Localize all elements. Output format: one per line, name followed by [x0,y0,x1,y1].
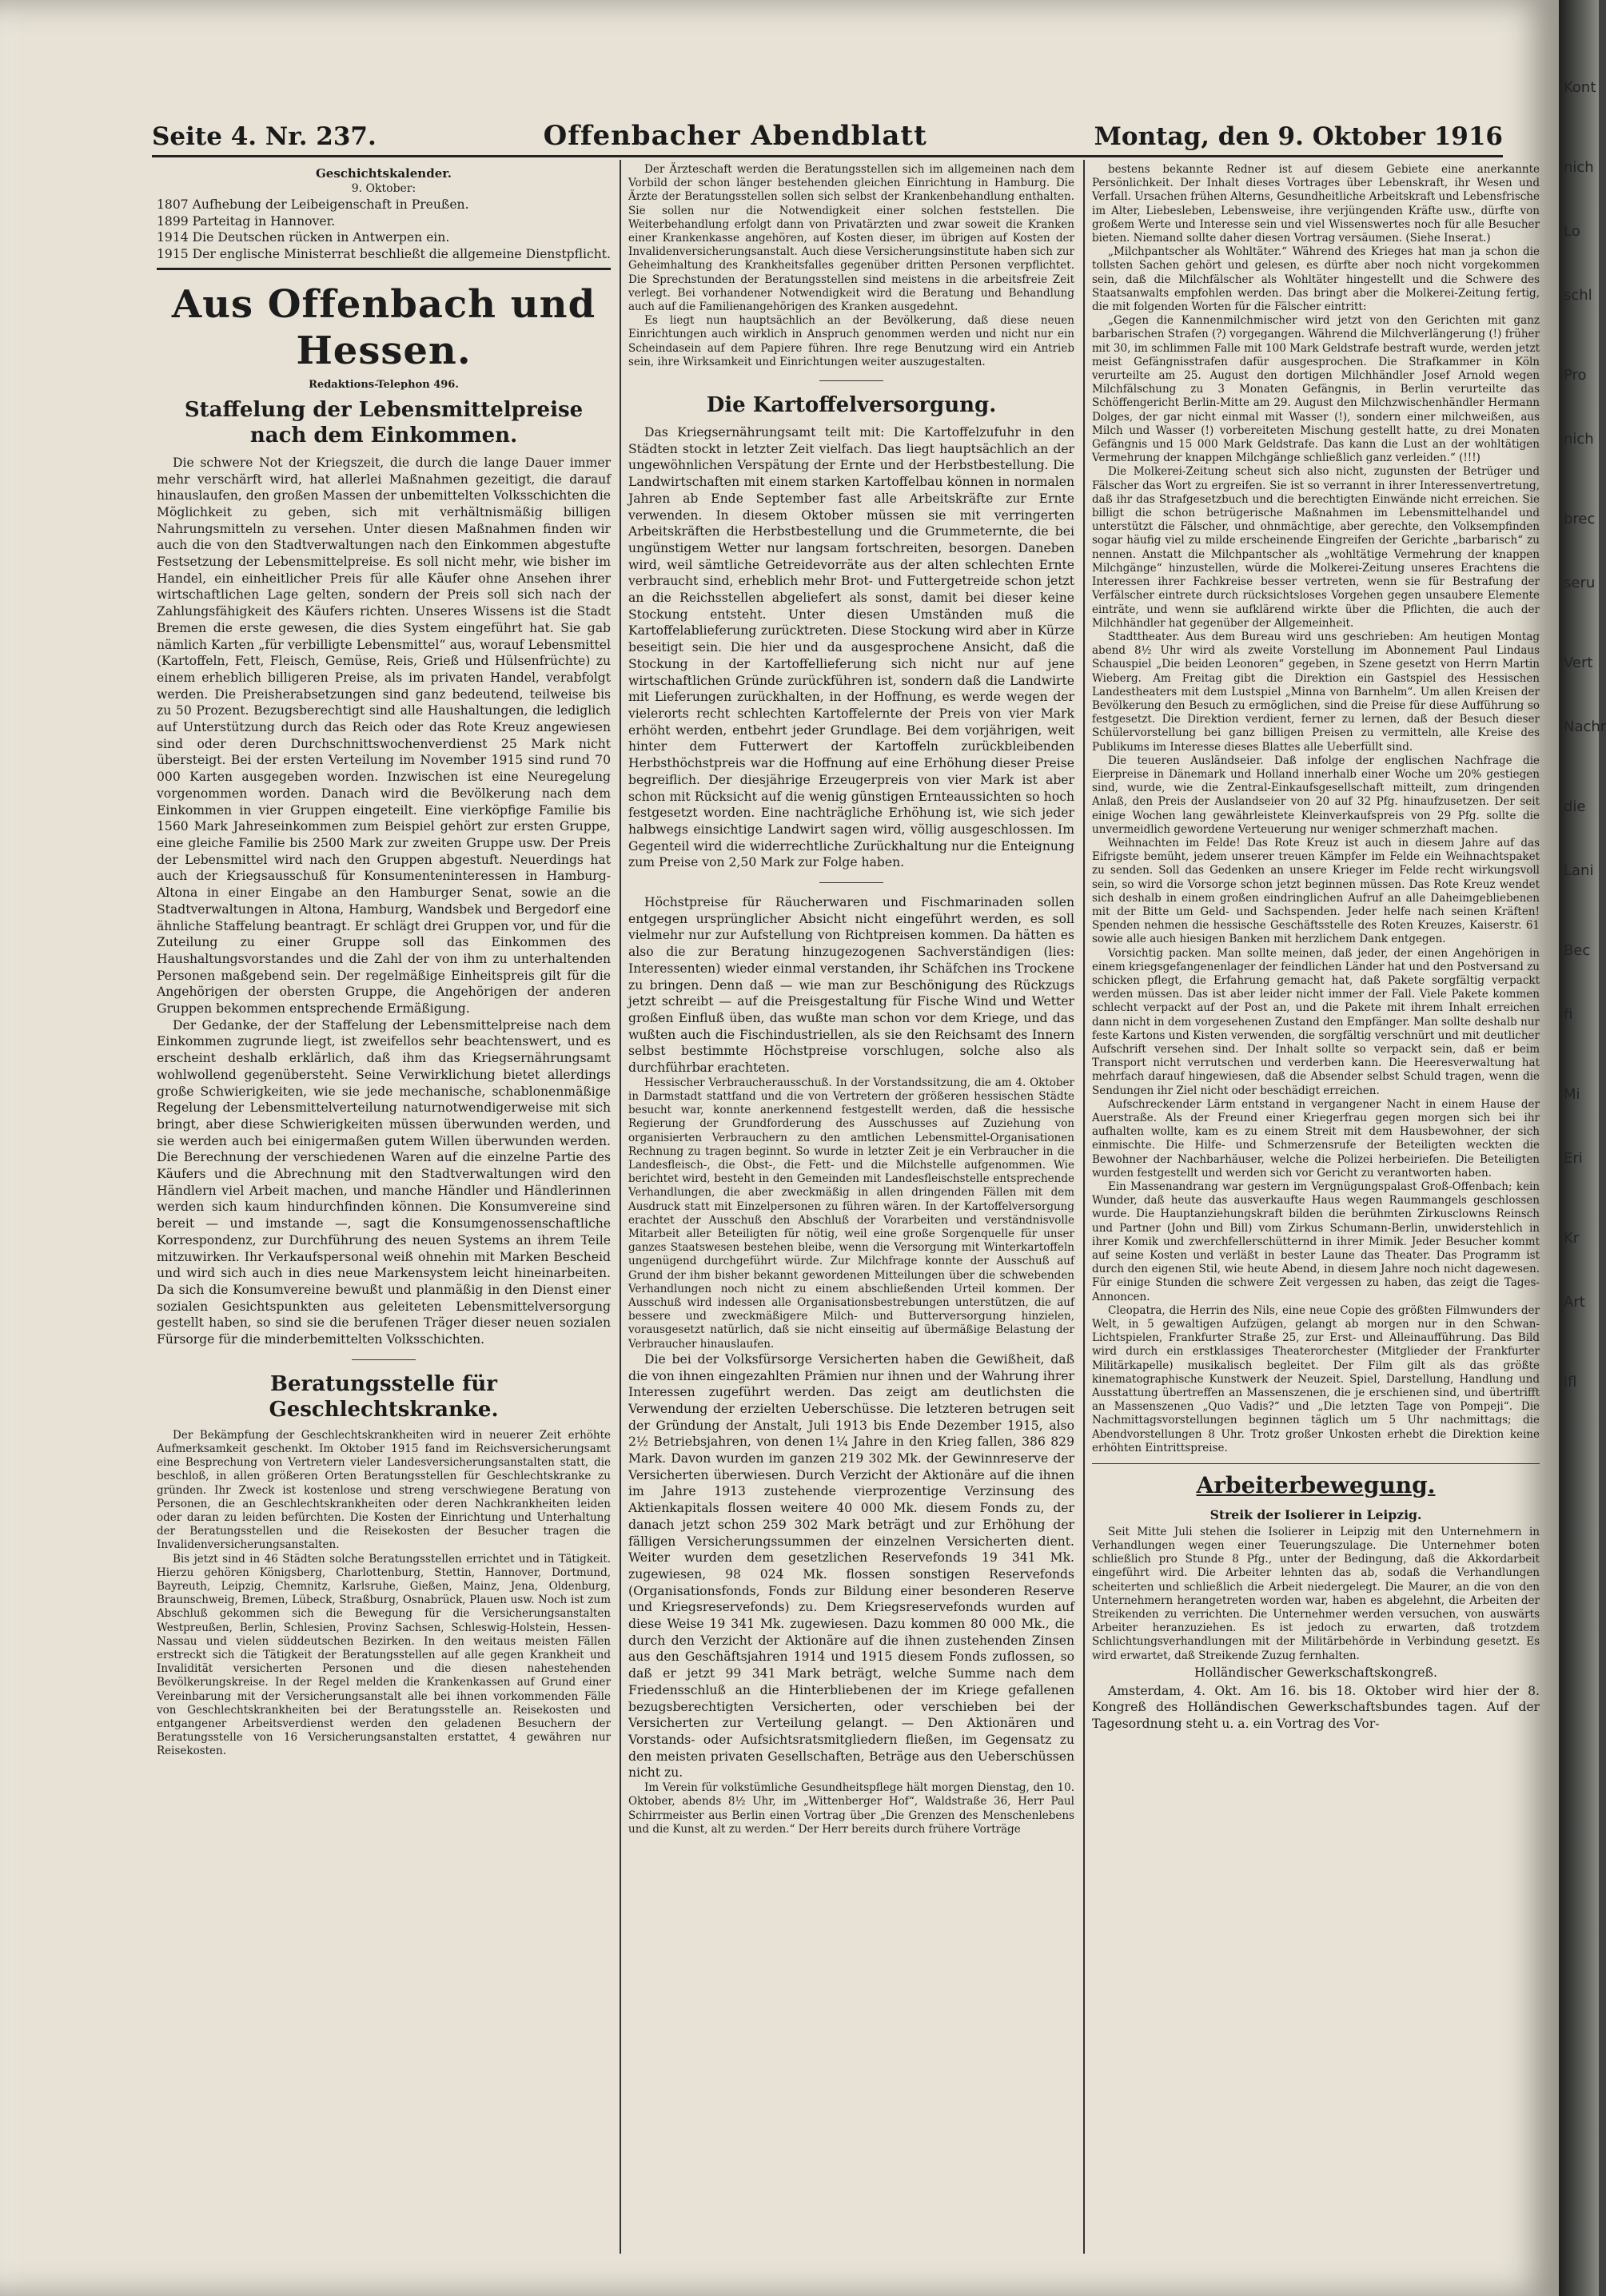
kalender-entry: 1807 Aufhebung der Leibeigenschaft in Preußen. [157,197,469,212]
adjacent-page-edge: Kont nich Lo schl Pro nich brec seru Vert Nachr die Lani Bec fi Mi Eri Kr Art ifl [1559,0,1599,2296]
article-5-paragraph: „Milchpantscher als Wohltäter.“ Während des Krieges hat man ja schon die tollsten Sachen gehört und gelesen, es dürfte aber noch nicht vorgekommen sein, daß die Milchfälscher als Wohltäter hingestellt und die Schwere des Staatsanwalts empfohlen werden. Das bringt aber die Molkerei-Zeitung fertig, die mit folgenden Worten für die Fälscher eintritt: [1092,245,1540,314]
article-5-paragraph: Vorsichtig packen. Man sollte meinen, daß jeder, der einen Angehörigen in einem kriegsgefangenenlager der feindlichen Länder hat und den Postversand zu schicken pflegt, die Erfahrung gemacht hat, daß Pakete sorgfältig verpackt werden müssen. Das ist aber leider nicht immer der Fall. Viele Pakete kommen schlecht verpackt auf der Post an, und die Pakete mit ihrem Inhalt erreichen dann nicht in dem vorgesehenen Zustand den Empfänger. Man sollte deshalb nur feste Kartons und Kisten verwenden, die sorgfältig verschnürt und mit deutlicher Aufschrift versehen sind. Der Inhalt sollte so verpackt sein, daß er beim Transport nicht verrutschen und verderben kann. Die Heeresverwaltung hat mehrfach darauf hingewiesen, daß die Absender selbst Schuld tragen, wenn die Sendungen ihr Ziel nicht oder beschädigt erreichen. [1092,946,1540,1097]
article-2-paragraph: Der Ärzteschaft werden die Beratungsstellen sich im allgemeinen nach dem Vorbild der schon länger bestehenden gleichen Einrichtung in Hamburg. Die Ärzte der Beratungsstellen sollen sich selbst der Krankenbehandlung enthalten. Sie sollen nur die Notwendigkeit einer solchen feststellen. Die Weiterbehandlung erfolgt dann von Privatärzten und zwar soweit die Kranken einer Krankenkasse angehören, auf Kosten dieser, im übrigen auf Kosten der Invalidenversicherungsanstalt. Auch diese Versicherungsinstitute haben sich zur Geheimhaltung des Krankheitsfalles gegenüber dritten Personen verpflichtet. Die Sprechstunden der Beratungsstellen sind meistens in die arbeitsfreie Zeit verlegt. Bei vorhandener Notwendigkeit wird die Beratung und Behandlung auch auf die Familienangehörigen des Kranken ausgedehnt. [628,163,1074,314]
article-1-paragraph: Die schwere Not der Kriegszeit, die durch die lange Dauer immer mehr verschärft wird, hat allerlei Maßnahmen gezeitigt, die darauf hinauslaufen, den großen Massen der unbemittelten Volksschichten die Möglichkeit zu geben, sich mit verhältnismäßig billigen Nahrungsmitteln zu versehen. Unter diesen Maßnahmen finden wir auch die von den Stadtverwaltungen nach den Einkommen abgestufte Festsetzung der Lebensmittelpreise. Es soll nicht mehr, wie bisher im Handel, ein einheitlicher Preis für alle Käufer ohne Ansehen ihrer wirtschaftlichen Lage gelten, sondern der Preis soll sich nach der Zahlungsfähigkeit des Käufers richten. Unseres Wissens ist die Stadt Bremen die erste gewesen, die dies System eingeführt hat. Sie gab nämlich Karten „für verbilligte Lebensmittel“ aus, worauf Lebensmittel (Kartoffeln, Fett, Fleisch, Gemüse, Reis, Grieß und Hülsenfrüchte) zu einem erheblich billigeren Preise, als im privaten Handel, verabfolgt werden. Die Preisherabsetzungen sind ganz bedeutend, teilweise bis zu 50 Prozent. Bezugsberechtigt sind alle Haushaltungen, die lediglich auf Unterstützung durch das Reich oder das Rote Kreuz angewiesen sind oder deren Durchschnittswochenverdienst 25 Mark nicht übersteigt. Bei der ersten Verteilung im November 1915 sind rund 70 000 Karten ausgegeben worden. Inzwischen ist eine Neuregelung vorgenommen worden. Danach wird die Bevölkerung nach dem Einkommen in vier Gruppen eingeteilt. Eine vierköpfige Familie bis 1560 Mark Jahreseinkommen zum Beispiel gehört zur ersten Gruppe, eine gleiche Familie bis 2500 Mark zur zweiten Gruppe usw. Der Preis der Lebensmittel wird nach den Gruppen abgestuft. Neuerdings hat auch der Kriegsausschuß für Konsumenteninteressen in Hamburg-Altona in einer Eingabe an den Hamburger Senat, sowie an die Stadtverwaltungen in Altona, Hamburg, Wandsbek und Bergedorf eine ähnliche Staffelung beantragt. Er schlägt drei Gruppen vor, und für die Zuteilung zu einer Gruppe soll das Einkommen des Haushaltungsvorstandes und die Zahl der von ihm zu unterhaltenden Personen maßgebend sein. Der regelmäßige Einheitspreis gilt für die Angehörigen der obersten Gruppe, die Angehörigen der anderen Gruppen bekommen entsprechende Ermäßigung. [157,455,611,1017]
section-rule [157,268,611,270]
article-5-paragraph: Die Molkerei-Zeitung scheut sich also nicht, zugunsten der Betrüger und Fälscher das Wort zu ergreifen. Sie ist so verrannt in ihrer Interessenvertretung, daß ihr das Strafgesetzbuch und die berechtigten Einwände nicht erreichen. Sie billigt die schon betrügerische Maßnahmen im Lebensmittelhandel und unterstützt die Fälscher, und ohnmächtige, aber gerechte, den Volksempfinden sogar häufig viel zu milde erscheinende Eingreifen der Gerichte „barbarisch“ zu nennen. Anstatt die Milchpantscher als „wohltätige Vermehrung der knappen Milchgänge“ hinzustellen, würde die Molkerei-Zeitung unseres Erachtens die Interessen ihrer Fachkreise besser vertreten, wenn sie für Bestrafung der Verfälscher eintrete durch rücksichtsloses Vorgehen gegen unsaubere Elemente einträte, und wenn sie aufklärend wirkte über die Pflichten, die auch der Milchhändler hat gegenüber der Allgemeinheit. [1092,465,1540,630]
column-rule-2 [1083,160,1085,2254]
article-5-paragraph: Ein Massenandrang war gestern im Vergnügungspalast Groß-Offenbach; kein Wunder, daß heute das ausverkaufte Haus wegen Raummangels geschlossen wurde. Die Hauptanziehungskraft bilden die berühmten Zirkusclowns Reinsch und Partner (John und Bill) vom Zirkus Schumann-Berlin, unwiderstehlich in ihrer Komik und zwerchfellerschütternd in ihrer Mimik. Jeder Besucher kommt auf seine Kosten und verläßt in bester Laune das Theater. Das Programm ist durch den eigenen Stil, wie heute Abend, in diesem Jahre noch nicht dagewesen. Für einige Stunden die schwere Zeit vergessen zu haben, das zeigt die Tages-Annoncen. [1092,1180,1540,1303]
column-rule-1 [620,160,621,2254]
divider [819,882,883,883]
article-4-paragraph: Hessischer Verbraucherausschuß. In der Vorstandssitzung, die am 4. Oktober in Darmstadt stattfand und die von Vertretern der größeren hessischen Städte besucht war, konnte anerkennend festgestellt werden, daß die hessische Regierung der Grundforderung des Ausschusses auf Zuziehung von organisierten Verbrauchern zu den amtlichen Lebensmittel-Organisationen Rechnung zu tragen beginnt. So wurde in letzter Zeit je ein Verbraucher in die Landesfleisch-, die Obst-, die Fett- und die Milchstelle aufgenommen. Wie berichtet wird, besteht in den Gemeinden mit Landesfleischstelle entsprechende Verhandlungen, die aber zweckmäßig in allen dringenden Fällen mit dem Ausdruck statt mit Einzelpersonen zu führen wären. In der Kartoffelversorgung erachtet der Ausschuß den Abschluß der Vorarbeiten und verständnisvolle Mitarbeit aller Beteiligten für nötig, weil eine große Sorgenquelle für unser ganzes Staatswesen bestehen bleibe, wenn die Versorgung mit Winterkartoffeln ungenügend durchgeführt würde. Zur Milchfrage konnte der Ausschuß auf Grund der ihm bisher bekannt gewordenen Mitteilungen über die schwebenden Verhandlungen noch nicht zu einem abschließenden Urteil kommen. Der Ausschuß wird indessen alle Organisationsbestrebungen unterstützen, die auf bessere und zweckmäßigere Milch- und Butterversorgung hinzielen, vorausgesetzt natürlich, daß sie nicht einseitig auf übermäßige Belastung der Verbraucher hinauslaufen. [628,1076,1074,1351]
article-1-title: Staffelung der Lebensmittelpreise nach dem Einkommen. [184,397,584,448]
kalender-title: Geschichtskalender. [316,166,452,181]
article-2-paragraph: Es liegt nun hauptsächlich an der Bevölkerung, daß diese neuen Einrichtungen auch wirklich in Anspruch genommen werden und nicht nur ein Scheindasein auf dem Papiere führen. Ihre rege Benutzung wird ein Antrieb sein, ihre Wirksamkeit und Einrichtungen weiter auszugestalten. [628,314,1074,368]
header-page-number: Seite 4. Nr. 237. [152,122,377,151]
header-rule [152,155,1503,157]
column-3 [1092,163,1540,1733]
article-5-paragraph: „Gegen die Kannenmilchmischer wird jetzt von den Gerichten mit ganz barbarischen Strafen (?) vorgegangen. Während die Milchverlängerung (!) früher mit 30, im schlimmen Falle mit 100 Mark Geldstrafe bestraft wurde, werden jetzt meist Gefängnisstrafen dafür ausgesprochen. Die Strafkammer in Köln verurteilte am 25. August den dortigen Milchhändler Josef Arnold wegen Milchfälschung zu 3 Monaten Gefängnis, in Berlin verurteilte das Schöffengericht Berlin-Mitte am 29. August den Milchzwischenhändler Hermann Dolges, der gar nicht einmal mit Wasser (!), sondern einer milchweißen, aus Milch und Wasser (!) vorbereiteten Mischung gestellt hatte, zu drei Monaten Gefängnis und 15 000 Mark Geldstrafe. Das kann die Lust an der wohltätigen Vermehrung der knappen Milchgänge schließlich ganz verleiden.“ (!!!) [1092,314,1540,465]
article-5-paragraph: Weihnachten im Felde! Das Rote Kreuz ist auch in diesem Jahre auf das Eifrigste bemüht, jedem unserer treuen Kämpfer im Felde ein Weihnachtspaket zu senden. Soll das Gedenken an unsere Krieger im Felde recht wirkungsvoll sein, so wird die Vorsorge schon jetzt beginnen müssen. Das Rote Kreuz wendet sich deshalb in einem großen eindringlichen Aufruf an alle Daheimgebliebenen mit der Bitte um Geld- und Sachspenden. Jeder helfe nach seinen Kräften! Spenden nehmen die hessische Geschäftsstelle des Roten Kreuzes, Kaiserstr. 61 sowie alle auch hiesigen Banken mit herzlichem Dank entgegen. [1092,836,1540,946]
article-3-title: Die Kartoffelversorgung. [706,393,997,418]
article-2-paragraph: Der Bekämpfung der Geschlechtskrankheiten wird in neuerer Zeit erhöhte Aufmerksamkeit geschenkt. Im Oktober 1915 fand im Reichsversicherungsamt eine Besprechung von Vertretern vieler Landesversicherungsanstalten statt, die beschloß, in allen größeren Orten Beratungsstellen für Geschlechtskranke zu gründen. Ihr Zweck ist kostenlose und streng verschwiegene Beratung von Personen, die an Geschlechtskrankheiten oder deren Nachkrankheiten leiden oder daran zu leiden befürchten. Die Kosten der Einrichtung und Unterhaltung der Beratungsstellen und die Reisekosten der Besucher tragen die Invalidenversicherungsanstalten. [157,1428,611,1552]
article-5-paragraph: Die teueren Ausländseier. Daß infolge der englischen Nachfrage die Eierpreise in Dänemark und Holland innerhalb einer Woche um 20% gestiegen sind, wurde, wie die Zentral-Einkaufsgesellschaft mitteilt, zum dringenden Anlaß, den Preis der Auslandseier von 20 auf 32 Pfg. hinaufzusetzen. Der seit einige Wochen lang gewährleistete Kleinverkaufspreis von 29 Pfg. sollte die unvermeidlich gewordene Verteuerung nur weniger schmerzhaft machen. [1092,754,1540,836]
article-1-paragraph: Der Gedanke, der der Staffelung der Lebensmittelpreise nach dem Einkommen zugrunde liegt, ist zweifellos sehr beachtenswert, und es erscheint deshalb erklärlich, daß ihm das Kriegsernährungsamt wohlwollend gegenübersteht. Seine Verwirklichung bietet allerdings große Schwierigkeiten, wie sie jede mechanische, schablonenmäßige Regelung der Lebensmittelverteilung naturnotwendigerweise mit sich bringt, aber diese Schwierigkeiten müssen überwunden werden, und sie werden auch bei einigermaßen gutem Willen überwunden werden. Die Berechnung der verschiedenen Waren auf die einzelne Partie des Käufers und die Abrechnung mit den Stadtverwaltungen wird den Händlern viel Arbeit machen, und manche Händler und Händlerinnen werden sich kaum hindurchfinden können. Die Konsumvereine sind bereit — und imstande —, sagt die Konsumgenossenschaftliche Korrespondenz, zur Durchführung des neuen Systems an ihrem Teile mitzuwirken. Ihr Verkaufspersonal weiß ohnehin mit Marken Bescheid und wird sich auch in dies neue Markensystem leicht hineinarbeiten. Da sich die Konsumvereine bewußt und planmäßig in den Dienst einer sozialen Gesichtspunkten aus geleiteten Lebensmittelversorgung gestellt haben, so sind sie die berufenen Träger dieser neuen sozialen Fürsorge für die minderbemittelten Volksschichten. [157,1017,611,1347]
header-date: Montag, den 9. Oktober 1916 [1094,122,1503,151]
article-5-paragraph: bestens bekannte Redner ist auf diesem Gebiete eine anerkannte Persönlichkeit. Der Inhalt dieses Vortrages über Lebenskraft, ihr Wesen und Verfall. Ursachen frühen Alterns, Gesundheitliche Arbeitskraft und Lebensfrische im Alter, Liebesleben, Lebensweise, ihre verjüngenden Kräfte usw., dürfte von großem Werte und Interesse sein und viel Wissenswertes noch für alle Besucher bieten. Niemand sollte daher diesen Vortrag versäumen. (Siehe Inserat.) [1092,163,1540,245]
page-header [152,120,1503,152]
kalender-entry: 1914 Die Deutschen rücken in Antwerpen ein. [157,230,450,245]
arbeiter-paragraph: Seit Mitte Juli stehen die Isolierer in Leipzig mit den Unternehmern in Verhandlungen wegen einer Teuerungszulage. Die Unternehmer boten schließlich pro Stunde 8 Pfg., unter der Bedingung, daß die Akkordarbeit eingeführt wird. Die Arbeiter lehnten das ab, sodaß die Verhandlungen scheiterten und schließlich die Arbeit niedergelegt. Die Maurer, an die von den Unternehmern herangetreten worden war, haben es abgelehnt, die Arbeiten der Streikenden zu verrichten. Die Unternehmer werden versuchen, von auswärts Arbeiter heranzuziehen. Es ist jedoch zu erwarten, daß trotzdem Schlichtungsverhandlungen mit der Militärbehörde in Verbindung gesetzt. Es wird erwartet, daß Streikende Zuzug fernhalten. [1092,1525,1540,1662]
kalender-entry: 1915 Der englische Ministerrat beschließt die allgemeine Dienstpflicht. [157,247,611,262]
header-masthead: Offenbacher Abendblatt [543,120,927,152]
article-5-paragraph: Cleopatra, die Herrin des Nils, eine neue Copie des größten Filmwunders der Welt, in 5 gewaltigen Aufzügen, gelangt ab morgen nur in den Schwan-Lichtspielen, Frankfurter Straße 25, zur Erst- und Alleinaufführung. Das Bild wird durch ein erstklassiges Theaterorchester (Mitglieder der Frankfurter Militärkapelle) musikalisch begleitet. Der Film gilt als das größte kinematographische Kunstwerk der Neuzeit. Spiel, Darstellung, Handlung und Ausstattung übertreffen an Massenszenen, die je erschienen sind, und übertrifft an Massenszenen „Quo Vadis?“ und „Die letzten Tage von Pompeji“. Die Nachmittagsvorstellungen beginnen täglich um 5 Uhr nachmittags; die Abendvorstellungen 8 Uhr. Trotz großer Unkosten erhebt die Direktion keine erhöhten Eintrittspreise. [1092,1303,1540,1454]
divider [1092,1463,1540,1464]
section-telephone: Redaktions-Telephon 496. [309,378,459,391]
column-2 [628,163,1074,1836]
column-1 [157,163,611,1759]
kalender-entry: 1899 Parteitag in Hannover. [157,213,336,229]
article-4-paragraph: Die bei der Volksfürsorge Versicherten haben die Gewißheit, daß die von ihnen eingezahlten Prämien nur ihnen und der Wahrung ihrer Interessen zugeführt werden. Das zeigt am deutlichsten die Verwendung der erzielten Ueberschüsse. Die letzteren betrugen seit der Gründung der Anstalt, Juli 1913 bis Ende Dezember 1915, also 2½ Betriebsjahren, von denen 1¼ Jahre in den Krieg fallen, 386 829 Mark. Davon wurden im ganzen 219 302 Mk. der Gewinnreserve der Versicherten überwiesen. Durch Verzicht der Aktionäre auf die ihnen im Jahre 1913 zustehende vierprozentige Verzinsung des Aktienkapitals flossen weitere 40 000 Mk. diesem Fonds zu, der danach jetzt schon 259 302 Mark beträgt und zur Erhöhung der fälligen Versicherungssummen der einzelnen Versicherten dient. Weiter wurden dem gesetzlichen Reservefonds 19 341 Mk. zugewiesen, 98 024 Mk. flossen sonstigen Reservefonds (Organisationsfonds, Fonds zur Bildung einer besonderen Reserve und Kriegsreservefonds) zu. Dem Kriegsreservefonds wurden auf diese Weise 19 341 Mk. zugewiesen. Dazu kommen 80 000 Mk., die durch den Verzicht der Aktionäre auf die ihnen zustehenden Zinsen aus den Geschäftsjahren 1914 und 1915 diesem Fonds zuflossen, so daß er jetzt 99 341 Mark beträgt, welche Summe nach dem Friedensschluß an die Hinterbliebenen der im Kriege gefallenen bezugsberechtigten Versicherten, oder verschieben bei der Versicherten zur Verteilung gelangt. — Den Aktionären und Vorstands- oder Aufsichtsratsmitgliedern fließen, im Gegensatz zu den meisten privaten Gesellschaften, Beträge aus den Ueberschüssen nicht zu. [628,1351,1074,1781]
article-2-title: Beratungsstelle für Geschlechtskranke. [269,1371,499,1422]
article-5-paragraph: Aufschreckender Lärm entstand in vergangener Nacht in einem Hause der Auerstraße. Als der Freund einer Kriegerfrau gegen morgen sich bei ihr aufhalten wollte, kam es zu einem Streit mit dem Hausbewohner, der sich einmischte. Die Hilfe- und Schmerzensrufe der Beteiligten weckten die Bewohner der Nachbarhäuser, welche die Polizei herbeiriefen. Die Beteiligten wurden festgestellt und werden sich vor Gericht zu verantworten haben. [1092,1097,1540,1180]
arbeiter-paragraph: Amsterdam, 4. Okt. Am 16. bis 18. Oktober wird hier der 8. Kongreß des Holländischen Gewerkschaftsbundes tagen. Auf der Tagesordnung steht u. a. ein Vortrag des Vor- [1092,1683,1540,1731]
kalender-date: 9. Oktober: [351,182,416,195]
arbeiter-subtitle-2: Holländischer Gewerkschaftskongreß. [1194,1665,1437,1680]
article-4-paragraph: Höchstpreise für Räucherwaren und Fischmarinaden sollen entgegen ursprünglicher Absicht nicht eingeführt werden, es soll vielmehr nur zur Aufstellung von Richtpreisen kommen. Da hätten es also die zur Beratung hinzugezogenen Sachverständigen (lies: Interessenten) wieder einmal verstanden, ihr Schäfchen ins Trockene zu bringen. Denn daß — wie man zur Beschönigung des Rückzugs jetzt schreibt — auf die Preisgestaltung für Fische Wind und Wetter großen Einfluß üben, das wußte man schon vor dem Kriege, und das wußten auch die Fischindustriellen, als sie den Reichsamt des Innern selbst bestimmte Höchstpreise vorschlugen, solche also als durchführbar erachteten. [628,895,1074,1076]
divider [819,380,883,381]
arbeiter-title: Arbeiterbewegung. [1196,1472,1436,1499]
article-4-paragraph: Im Verein für volkstümliche Gesundheitspflege hält morgen Dienstag, den 10. Oktober, abends 8½ Uhr, im „Wittenberger Hof“, Waldstraße 36, Herr Paul Schirrmeister aus Berlin einen Vortrag über „Die Grenzen des Menschenlebens und die Kunst, alt zu werden.“ Der Herr bereits durch frühere Vorträge [628,1781,1074,1836]
article-5-paragraph: Stadttheater. Aus dem Bureau wird uns geschrieben: Am heutigen Montag abend 8½ Uhr wird als zweite Vorstellung im Abonnement Paul Lindaus Schauspiel „Die beiden Leonoren“ gegeben, in Szene gesetzt von Herrn Martin Wieberg. Am Freitag gibt die Direktion ein Gastspiel des Hessischen Landestheaters mit dem Lustspiel „Minna von Barnhelm“. Um allen Kreisen der Bevölkerung den Besuch zu ermöglichen, sind die Preise für diese Aufführung so festgesetzt. Die Direktion verdient, ferner zu lernen, daß der Besuch dieser Schülervorstellung bei ganz billigen Preisen zu vermitteln, alle Kreise des Publikums im Interesse dieses Blattes alle Ueberfüllt sind. [1092,630,1540,754]
divider [352,1359,416,1360]
section-title: Aus Offenbach und Hessen. [171,281,596,373]
article-3-paragraph: Das Kriegsernährungsamt teilt mit: Die Kartoffelzufuhr in den Städten stockt in letzter Zeit vielfach. Das liegt hauptsächlich an der ungewöhnlichen Verspätung der Ernte und der Herbstbestellung. Die Landwirtschaften mit einem starken Kartoffelbau können in normalen Jahren ab Ende September fast alle Arbeitskräfte zur Ernte verwenden. In diesem Oktober müssen sie mit verringerten Arbeitskräften die Herbstbestellung und die Grummeternte, die bei ungünstigem Wetter nur langsam fortschreiten, besorgen. Daneben wird, weil sämtliche Getreidevorräte aus der alten schlechten Ernte verbraucht sind, erheblich mehr Brot- und Futtergetreide schon jetzt an die Reichsstellen abgeliefert als sonst, damit bei dieser keine Stockung entsteht. Unter diesen Umständen muß die Kartoffelablieferung zurücktreten. Diese Stockung wird aber in Kürze beseitigt sein. Die hier und da ausgesprochene Ansicht, daß die Stockung in der Kartoffellieferung sich nicht nur auf jene wirtschaftlichen Gründe zurückführen ist, sondern daß die Landwirte mit Lieferungen zurückhalten, in der Hoffnung, es werde wegen der vielerorts recht schlechten Kartoffelernte der Preis von vier Mark erhöht werden, entbehrt jeder Grundlage. Bei dem vorjährigen, weit hinter dem Futterwert der Kartoffeln zurückbleibenden Herbsthöchstpreis war die Hoffnung auf eine Erhöhung dieser Preise begreiflich. Der diesjährige Erzeugerpreis von vier Mark ist aber schon mit Rücksicht auf die wenig günstigen Ernteaussichten so hoch festgesetzt worden. Eine nachträgliche Erhöhung ist, wie sich jeder halbwegs einsichtige Landwirt sagen wird, völlig ausgeschlossen. Im Gegenteil wird die widerrechtliche Zurückhaltung nur die Enteignung zum Preise von 2,50 Mark zur Folge haben. [628,425,1074,870]
article-2-paragraph: Bis jetzt sind in 46 Städten solche Beratungsstellen errichtet und in Tätigkeit. Hierzu gehören Königsberg, Charlottenburg, Stettin, Hannover, Dortmund, Bayreuth, Leipzig, Chemnitz, Karlsruhe, Gießen, Mainz, Jena, Oldenburg, Braunschweig, Bremen, Lübeck, Straßburg, Osnabrück, Plauen usw. Noch ist zum Abschluß gekommen sich die Bewegung für die Versicherungsanstalten Westpreußen, Berlin, Schlesien, Provinz Sachsen, Schleswig-Holstein, Hessen-Nassau und vielen süddeutschen Bezirken. In den weitaus meisten Fällen erstreckt sich die Tätigkeit der Beratungsstellen auf alle gegen Krankheit und Invalidität versicherten Personen und die diesen nahestehenden Bevölkerungskreise. In der Regel melden die Krankenkassen auf Grund einer Vereinbarung mit der Versicherungsanstalt alle bei ihnen vorkommenden Fälle von Geschlechtskrankheiten bei der Beratungsstelle an. Reisekosten und entgangener Arbeitsverdienst werden den geladenen Besuchern der Beratungsstelle von 16 Versicherungsanstalten erstattet, 4 gewähren nur Reisekosten. [157,1552,611,1758]
arbeiter-subtitle: Streik der Isolierer in Leipzig. [1209,1507,1422,1523]
